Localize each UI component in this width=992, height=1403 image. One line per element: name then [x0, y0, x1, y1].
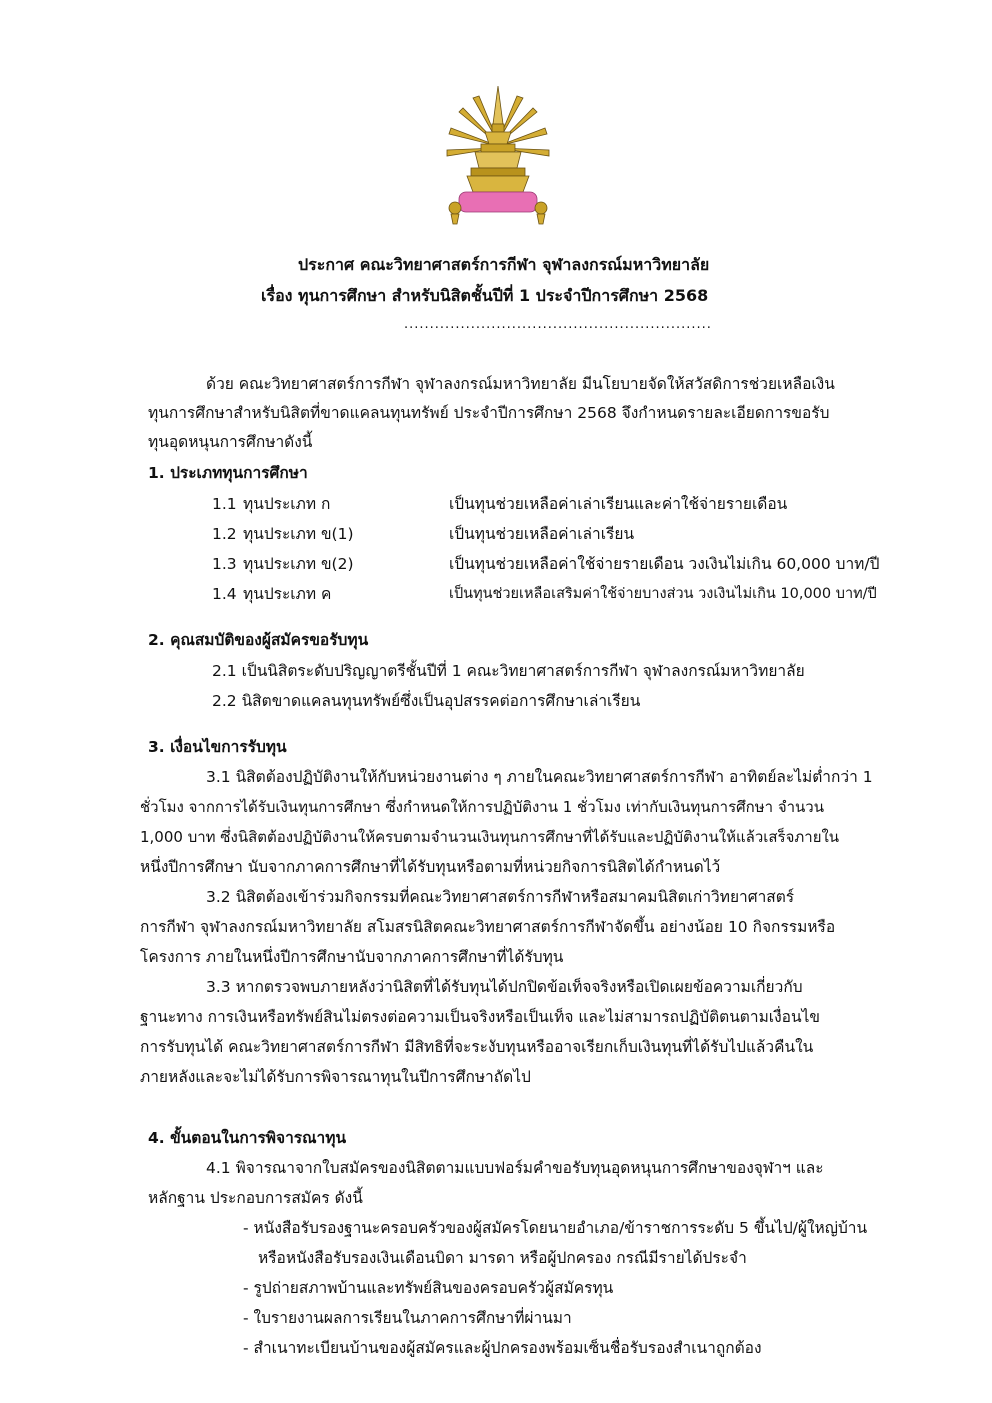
- document-bullet: - ใบรายงานผลการเรียนในภาคการศึกษาที่ผ่านมา: [243, 1309, 572, 1327]
- intro-line: ด้วย คณะวิทยาศาสตร์การกีฬา จุฬาลงกรณ์มหาวิทยาลัย มีนโยบายจัดให้สวัสดิการช่วยเหลือเงิน: [206, 375, 835, 393]
- procedure-line: หลักฐาน ประกอบการสมัคร ดังนี้: [148, 1189, 363, 1207]
- condition-line: 3.3 หากตรวจพบภายหลังว่านิสิตที่ได้รับทุนได้ปกปิดข้อเท็จจริงหรือเปิดเผยข้อความเกี่ยวกับ: [206, 978, 803, 996]
- scholarship-type: ทุนประเภท ข(1): [243, 525, 354, 543]
- intro-line: ทุนการศึกษาสำหรับนิสิตที่ขาดแคลนทุนทรัพย์ ประจำปีการศึกษา 2568 จึงกำหนดรายละเอียดการขอรับ: [148, 404, 830, 422]
- section-heading: 3. เงื่อนไขการรับทุน: [148, 738, 287, 756]
- separator-dots: ............................................................: [404, 317, 712, 332]
- procedure-line: 4.1 พิจารณาจากใบสมัครของนิสิตตามแบบฟอร์มคำขอรับทุนอุดหนุนการศึกษาของจุฬาฯ และ: [206, 1159, 824, 1177]
- section-heading: 1. ประเภททุนการศึกษา: [148, 464, 308, 482]
- scholarship-no: 1.2: [212, 525, 237, 543]
- scholarship-desc: เป็นทุนช่วยเหลือค่าเล่าเรียน: [449, 525, 635, 543]
- scholarship-no: 1.4: [212, 585, 237, 603]
- condition-line: 1,000 บาท ซึ่งนิสิตต้องปฏิบัติงานให้ครบตามจำนวนเงินทุนการศึกษาที่ได้รับและปฏิบัติงานให้แล้วเสร็จภายใน: [140, 828, 840, 846]
- condition-line: ฐานะทาง การเงินหรือทรัพย์สินไม่ตรงต่อความเป็นจริงหรือเป็นเท็จ และไม่สามารถปฏิบัติตนตามเงื่อนไข: [140, 1008, 820, 1026]
- scholarship-desc: เป็นทุนช่วยเหลือเสริมค่าใช้จ่ายบางส่วน วงเงินไม่เกิน 10,000 บาท/ปี: [449, 586, 877, 602]
- condition-line: ชั่วโมง จากการได้รับเงินทุนการศึกษา ซึ่งกำหนดให้การปฏิบัติงาน 1 ชั่วโมง เท่ากับเงินทุนการศึกษา จำนวน: [140, 798, 824, 816]
- condition-line: 3.2 นิสิตต้องเข้าร่วมกิจกรรมที่คณะวิทยาศาสตร์การกีฬาหรือสมาคมนิสิตเก่าวิทยาศาสตร์: [206, 888, 795, 906]
- condition-line: โครงการ ภายในหนึ่งปีการศึกษานับจากภาคการศึกษาที่ได้รับทุน: [140, 948, 564, 966]
- document-bullet: - รูปถ่ายสภาพบ้านและทรัพย์สินของครอบครัวผู้สมัครทุน: [243, 1279, 614, 1297]
- scholarship-no: 1.3: [212, 555, 237, 573]
- section-heading: 2. คุณสมบัติของผู้สมัครขอรับทุน: [148, 631, 369, 649]
- section-heading: 4. ขั้นตอนในการพิจารณาทุน: [148, 1129, 347, 1147]
- announcement-subject: เรื่อง ทุนการศึกษา สำหรับนิสิตชั้นปีที่ 1 ประจำปีการศึกษา 2568: [261, 286, 709, 305]
- document-bullet-continued: หรือหนังสือรับรองเงินเดือนบิดา มารดา หรือผู้ปกครอง กรณีมีรายได้ประจำ: [258, 1249, 747, 1267]
- scholarship-type: ทุนประเภท ก: [243, 495, 331, 513]
- condition-line: ภายหลังและจะไม่ได้รับการพิจารณาทุนในปีการศึกษาถัดไป: [140, 1068, 531, 1086]
- document-bullet: - สำเนาทะเบียนบ้านของผู้สมัครและผู้ปกครองพร้อมเซ็นชื่อรับรองสำเนาถูกต้อง: [243, 1339, 762, 1357]
- condition-line: 3.1 นิสิตต้องปฏิบัติงานให้กับหน่วยงานต่าง ๆ ภายในคณะวิทยาศาสตร์การกีฬา อาทิตย์ละไม่ต่ำกว่า 1: [206, 768, 873, 786]
- qualification-item: 2.1 เป็นนิสิตระดับปริญญาตรีชั้นปีที่ 1 คณะวิทยาศาสตร์การกีฬา จุฬาลงกรณ์มหาวิทยาลัย: [212, 662, 805, 680]
- university-emblem-icon: [437, 84, 559, 226]
- scholarship-type: ทุนประเภท ค: [243, 585, 332, 603]
- qualification-item: 2.2 นิสิตขาดแคลนทุนทรัพย์ซึ่งเป็นอุปสรรคต่อการศึกษาเล่าเรียน: [212, 692, 641, 710]
- condition-line: หนึ่งปีการศึกษา นับจากภาคการศึกษาที่ได้รับทุนหรือตามที่หน่วยกิจการนิสิตได้กำหนดไว้: [140, 858, 721, 876]
- condition-line: การรับทุนได้ คณะวิทยาศาสตร์การกีฬา มีสิทธิที่จะระงับทุนหรืออาจเรียกเก็บเงินทุนที่ได้รับไปแล้วคืนใน: [140, 1038, 814, 1056]
- scholarship-desc: เป็นทุนช่วยเหลือค่าเล่าเรียนและค่าใช้จ่ายรายเดือน: [449, 495, 788, 513]
- announcement-title: ประกาศ คณะวิทยาศาสตร์การกีฬา จุฬาลงกรณ์มหาวิทยาลัย: [298, 255, 710, 274]
- condition-line: การกีฬา จุฬาลงกรณ์มหาวิทยาลัย สโมสรนิสิตคณะวิทยาศาสตร์การกีฬาจัดขึ้น อย่างน้อย 10 กิจกรรมหรือ: [140, 918, 836, 936]
- scholarship-desc: เป็นทุนช่วยเหลือค่าใช้จ่ายรายเดือน วงเงินไม่เกิน 60,000 บาท/ปี: [449, 555, 880, 573]
- intro-line: ทุนอุดหนุนการศึกษาดังนี้: [148, 433, 313, 451]
- scholarship-no: 1.1: [212, 495, 237, 513]
- scholarship-type: ทุนประเภท ข(2): [243, 555, 354, 573]
- document-bullet: - หนังสือรับรองฐานะครอบครัวของผู้สมัครโดยนายอำเภอ/ข้าราชการระดับ 5 ขึ้นไป/ผู้ใหญ่บ้าน: [243, 1219, 868, 1237]
